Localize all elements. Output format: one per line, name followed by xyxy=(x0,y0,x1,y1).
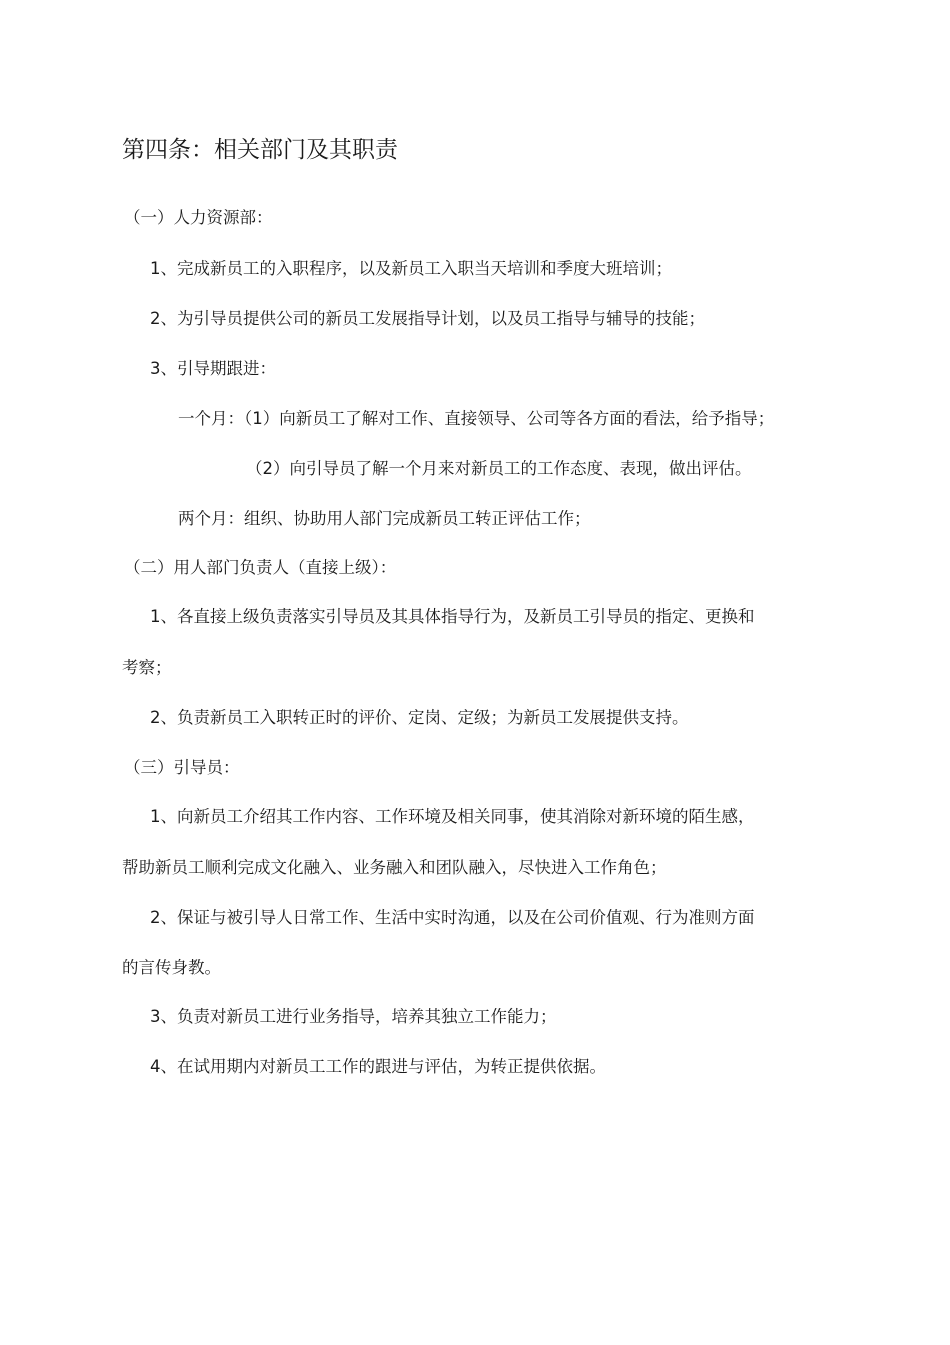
list-item: 2、保证与被引导人日常工作、生活中实时沟通，以及在公司价值观、行为准则方面 xyxy=(150,908,755,927)
list-item: 4、在试用期内对新员工工作的跟进与评估，为转正提供依据。 xyxy=(150,1057,606,1076)
followup-one-month: 一个月：（1）向新员工了解对工作、直接领导、公司等各方面的看法，给予指导； xyxy=(178,409,775,428)
list-item-cont: 考察； xyxy=(122,658,172,677)
list-item-cont: 帮助新员工顺利完成文化融入、业务融入和团队融入，尽快进入工作角色； xyxy=(122,858,667,877)
followup-one-month-cont: （2）向引导员了解一个月来对新员工的工作态度、表现，做出评估。 xyxy=(246,459,752,478)
article-title: 第四条：相关部门及其职责 xyxy=(122,137,398,163)
section-heading-manager: （二）用人部门负责人（直接上级）： xyxy=(124,558,397,577)
section-heading-hr: （一）人力资源部： xyxy=(124,208,273,227)
section-heading-guide: （三）引导员： xyxy=(124,758,240,777)
list-item: 1、各直接上级负责落实引导员及其具体指导行为，及新员工引导员的指定、更换和 xyxy=(150,607,755,626)
list-item: 2、为引导员提供公司的新员工发展指导计划，以及员工指导与辅导的技能； xyxy=(150,309,705,328)
list-item: 1、向新员工介绍其工作内容、工作环境及相关同事，使其消除对新环境的陌生感， xyxy=(150,807,755,826)
list-item-cont: 的言传身教。 xyxy=(122,958,221,977)
list-item: 3、引导期跟进： xyxy=(150,359,276,378)
list-item: 1、完成新员工的入职程序，以及新员工入职当天培训和季度大班培训； xyxy=(150,259,672,278)
list-item: 3、负责对新员工进行业务指导，培养其独立工作能力； xyxy=(150,1007,557,1026)
followup-two-months: 两个月：组织、协助用人部门完成新员工转正评估工作； xyxy=(178,509,591,528)
list-item: 2、负责新员工入职转正时的评价、定岗、定级；为新员工发展提供支持。 xyxy=(150,708,689,727)
